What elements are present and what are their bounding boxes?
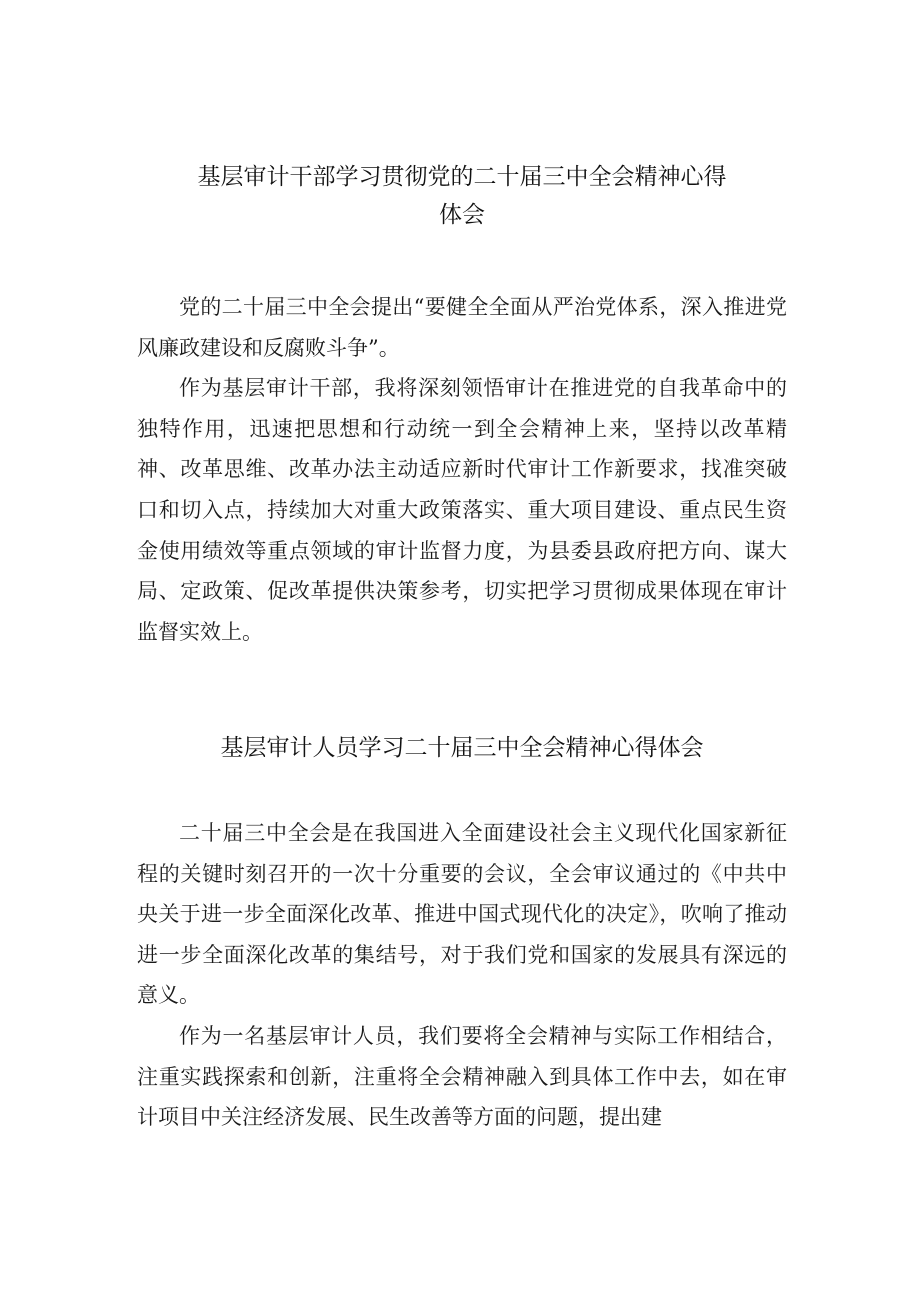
article-1-title-line-1: 基层审计干部学习贯彻党的二十届三中全会精神心得 bbox=[197, 164, 727, 190]
article-1-title bbox=[137, 158, 787, 234]
article-1-body bbox=[137, 287, 787, 652]
article-2 bbox=[137, 729, 787, 767]
article-2-body bbox=[137, 813, 787, 1138]
article-2-title: 基层审计人员学习二十届三中全会精神心得体会 bbox=[220, 735, 704, 761]
article-2-paragraph-1: 二十届三中全会是在我国进入全面建设社会主义现代化国家新征程的关键时刻召开的一次十分重要的会议，全会审议通过的《中共中央关于进一步全面深化改革、推进中国式现代化的决定》，吹响了推动进一步全面深化改革的集结号，对于我们党和国家的发展具有深远的意义。 bbox=[137, 821, 787, 1008]
article-1-paragraph-1: 党的二十届三中全会提出“要健全全面从严治党体系，深入推进党风廉政建设和反腐败斗争”。 bbox=[137, 295, 787, 360]
article-2-paragraph-2: 作为一名基层审计人员，我们要将全会精神与实际工作相结合，注重实践探索和创新，注重将全会精神融入到具体工作中去，如在审计项目中关注经济发展、民生改善等方面的问题，提出建 bbox=[137, 1023, 787, 1130]
article-1-title-line-2: 体会 bbox=[439, 202, 485, 228]
article-1 bbox=[137, 158, 787, 234]
article-1-paragraph-2: 作为基层审计干部，我将深刻领悟审计在推进党的自我革命中的独特作用，迅速把思想和行动统一到全会精神上来，坚持以改革精神、改革思维、改革办法主动适应新时代审计工作新要求，找准突破口和切入点，持续加大对重大政策落实、重大项目建设、重点民生资金使用绩效等重点领域的审计监督力度，为县委县政府把方向、谋大局、定政策、促改革提供决策参考，切实把学习贯彻成果体现在审计监督实效上。 bbox=[137, 376, 787, 644]
